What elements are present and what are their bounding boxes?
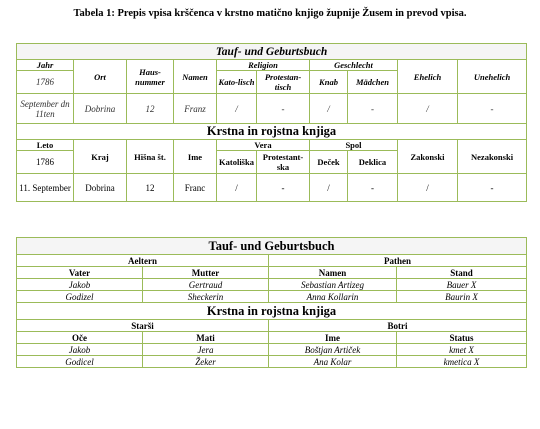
cell-godparent-name: Sebastian Artizeg [269,279,397,291]
cell-status: Bauer X [397,279,527,291]
baptism-record-table [16,43,527,202]
cell-godparent-name-sl: Boštjan Artiček [269,344,397,356]
cell-father-sl: Godicel [17,356,143,368]
header-legitimate-sl: Zakonski [398,140,458,174]
header-place: Ort [74,60,127,94]
godparents-label-sl: Botri [269,320,527,332]
cell-mother: Sheckerin [143,291,269,303]
header-name: Namen [174,60,217,94]
parents-label-sl: Starši [17,320,269,332]
cell-catholic-sl: / [217,174,257,202]
cell-mother: Gertraud [143,279,269,291]
cell-illegitimate: - [458,94,527,124]
cell-father: Jakob [17,279,143,291]
cell-place: Dobrina [74,94,127,124]
table-row [17,344,527,356]
godparents-label: Pathen [269,255,527,267]
german-title-2: Tauf- und Geburtsbuch [17,238,527,255]
slovene-title: Krstna in rojstna knjiga [17,124,527,140]
cell-year-sl: 1786 [17,151,74,174]
cell-godparent-name: Anna Kollarin [269,291,397,303]
header-boy-sl: Deček [310,151,348,174]
header-religion: Religion [217,60,310,71]
header-house-number-sl: Hišna št. [127,140,174,174]
cell-girl-sl: - [348,174,398,202]
header-boy: Knab [310,71,348,94]
table-row [17,291,527,303]
header-protestant: Protestan-tisch [257,71,310,94]
table-caption: Tabela 1: Prepis vpisa krščenca v krstno matično knjigo župnije Žusem in prevod vpisa. [73,8,467,19]
cell-father-sl: Jakob [17,344,143,356]
parents-label: Aeltern [17,255,269,267]
parents-godparents-table [16,237,527,368]
header-catholic: Kato-lisch [217,71,257,94]
cell-protestant-sl: - [257,174,310,202]
header-name-sl: Ime [174,140,217,174]
cell-name-sl: Franc [174,174,217,202]
header-girl-sl: Deklica [348,151,398,174]
header-catholic-sl: Katoliška [217,151,257,174]
cell-legitimate-sl: / [398,174,458,202]
cell-boy: / [310,94,348,124]
header-godparent-name-sl: Ime [269,332,397,344]
header-legitimate: Ehelich [398,60,458,94]
cell-illegitimate-sl: - [458,174,527,202]
cell-girl: - [348,94,398,124]
header-sex-sl: Spol [310,140,398,151]
header-mother-sl: Mati [143,332,269,344]
cell-date: September dn 11ten [17,94,74,124]
table-row [17,356,527,368]
cell-legitimate: / [398,94,458,124]
cell-status-sl: kmetica X [397,356,527,368]
cell-catholic: / [217,94,257,124]
header-godparent-name: Namen [269,267,397,279]
german-title: Tauf- und Geburtsbuch [17,44,527,60]
slovene-title-2: Krstna in rojstna knjiga [17,303,527,320]
cell-status-sl: kmet X [397,344,527,356]
header-father-sl: Oče [17,332,143,344]
header-place-sl: Kraj [74,140,127,174]
header-sex: Geschlecht [310,60,398,71]
cell-year: 1786 [17,71,74,94]
cell-status: Baurin X [397,291,527,303]
cell-place-sl: Dobrina [74,174,127,202]
header-year-sl: Leto [17,140,74,151]
header-status: Stand [397,267,527,279]
header-protestant-sl: Protestant-ska [257,151,310,174]
cell-mother-sl: Žeker [143,356,269,368]
header-illegitimate: Unehelich [458,60,527,94]
header-status-sl: Status [397,332,527,344]
cell-father: Godizel [17,291,143,303]
header-illegitimate-sl: Nezakonski [458,140,527,174]
cell-house-number-sl: 12 [127,174,174,202]
cell-godparent-name-sl: Ana Kolar [269,356,397,368]
cell-mother-sl: Jera [143,344,269,356]
header-father: Vater [17,267,143,279]
cell-name: Franz [174,94,217,124]
cell-boy-sl: / [310,174,348,202]
table-row [17,279,527,291]
header-religion-sl: Vera [217,140,310,151]
header-girl: Mädchen [348,71,398,94]
header-year: Jahr [17,60,74,71]
header-house-number: Haus-nummer [127,60,174,94]
cell-date-sl: 11. September [17,174,74,202]
cell-house-number: 12 [127,94,174,124]
header-mother: Mutter [143,267,269,279]
cell-protestant: - [257,94,310,124]
